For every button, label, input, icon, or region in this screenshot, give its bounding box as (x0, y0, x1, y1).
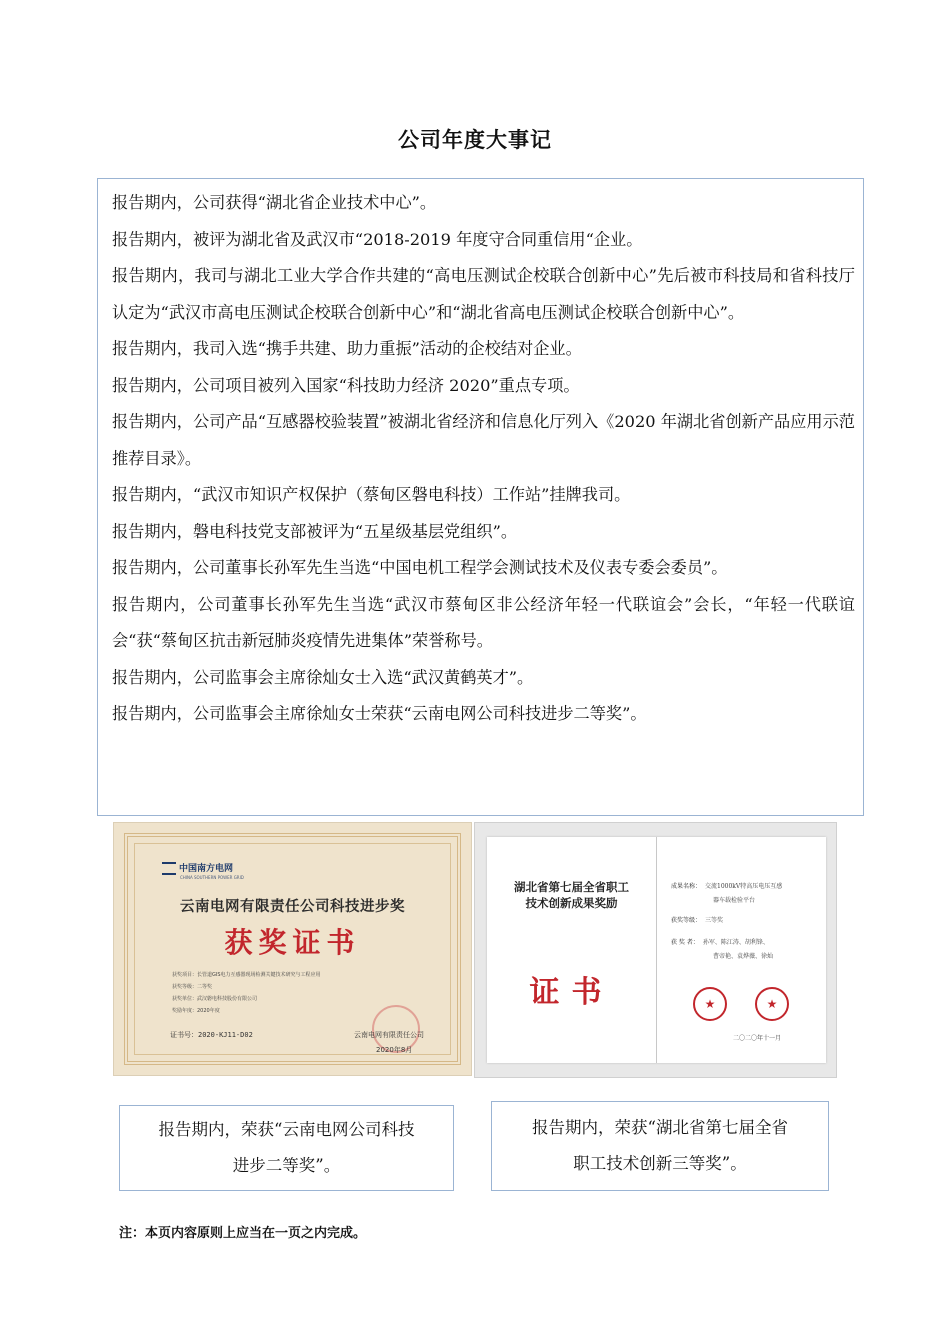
certificate-result-name (671, 881, 782, 890)
certificate-heading-line1: 湖北省第七届全省职工 (514, 880, 629, 894)
certificate-number: 证书号：2020-KJ11-D02 (170, 1031, 253, 1039)
certificate-image-yunnan (113, 822, 472, 1076)
certificate-heading (487, 879, 656, 911)
winners-label: 获 奖 者： (671, 939, 699, 946)
certificate-winners (671, 937, 769, 946)
winners-value-cont: 曹帝艳、袁烨薇、徐灿 (713, 953, 774, 960)
event-item: 报告期内，公司监事会主席徐灿女士入选“武汉黄鹤英才”。 (112, 667, 534, 687)
certificate-result-name-cont (709, 895, 755, 904)
caption-left (119, 1105, 454, 1191)
certificate-fold (656, 837, 657, 1063)
caption-right-line1: 报告期内，荣获“湖北省第七届全省 (532, 1118, 788, 1137)
result-label: 成果名称： (671, 883, 702, 890)
event-item: 报告期内，我司入选“携手共建、助力重振”活动的企校结对企业。 (112, 339, 582, 358)
certificate-heading: 云南电网有限责任公司科技进步奖 (180, 898, 405, 915)
certificate-image-hubei (474, 822, 837, 1078)
certificate-winners-cont (709, 951, 773, 960)
certificate-heading-line2: 技术创新成果奖励 (525, 896, 618, 910)
event-item: 报告期内，公司董事长孙军先生当选“武汉市蔡甸区非公经济年轻一代联谊会”会长，“年轻一代联谊会“获“蔡甸区抗击新冠肺炎疫情先进集体”荣誉称号。 (112, 594, 855, 650)
certificate-big-title: 证书 (529, 975, 614, 1010)
event-item: 报告期内，磐电科技党支部被评为“五星级基层党组织”。 (112, 521, 518, 541)
result-value: 交流1000kV特高压电压互感 (705, 883, 783, 890)
certificate-project: 获奖项目：长管道GIS电力互感器现场检测关键技术研究与工程应用 (172, 972, 321, 978)
level-value: 三等奖 (705, 917, 724, 924)
certificate-date: 二〇二〇年十一月 (732, 1035, 781, 1042)
certificate-big-title: 获奖证书 (224, 926, 361, 959)
caption-left-line1: 报告期内，荣获“云南电网公司科技 (158, 1120, 415, 1139)
certificate-date: 2020年8月 (376, 1046, 413, 1054)
event-item: 报告期内，公司产品“互感器校验装置”被湖北省经济和信息化厅列入《2020 年湖北省创新产品应用示范推荐目录》。 (112, 412, 855, 468)
caption-right-line2: 职工技术创新三等奖”。 (573, 1154, 747, 1173)
caption-left-line2: 进步二等奖”。 (232, 1156, 341, 1175)
page-title: 公司年度大事记 (398, 128, 552, 152)
event-item: 报告期内，我司与湖北工业大学合作共建的“高电压测试企校联合创新中心”先后被市科技局和省科技厅认定为“武汉市高电压测试企校联合创新中心”和“湖北省高电压测试企校联合创新中心”。 (112, 266, 855, 322)
event-item: 报告期内，被评为湖北省及武汉市“2018-2019 年度守合同重信用“企业。 (112, 229, 643, 249)
certificate-unit: 获奖单位：武汉磐电科技股份有限公司 (172, 996, 258, 1002)
winners-value: 孙军、陈江涛、胡利锋、 (702, 939, 769, 946)
csg-logo-subtext: CHINA SOUTHERN POWER GRID (180, 875, 244, 880)
csg-logo (162, 861, 244, 880)
events-box (97, 178, 864, 816)
certificate-year: 奖励年度：2020年度 (172, 1008, 220, 1014)
event-item: 报告期内，“武汉市知识产权保护（蔡甸区磐电科技）工作站”挂牌我司。 (112, 485, 631, 504)
certificate-award-level (671, 915, 723, 924)
certificate-sheet (487, 837, 826, 1063)
certificate-level: 获奖等级：二等奖 (172, 984, 213, 990)
event-item: 报告期内，公司获得“湖北省企业技术中心”。 (112, 193, 437, 212)
level-label: 获奖等级： (671, 917, 702, 924)
caption-right (491, 1101, 829, 1191)
csg-logo-text: 中国南方电网 (179, 864, 234, 874)
result-value-cont: 器车载检验平台 (713, 897, 756, 904)
seal-icon: ★ (755, 987, 789, 1021)
event-item: 报告期内，公司董事长孙军先生当选“中国电机工程学会测试技术及仪表专委会委员”。 (112, 558, 728, 577)
certificate-issuer: 云南电网有限责任公司 (354, 1031, 424, 1039)
event-item: 报告期内，公司监事会主席徐灿女士荣获“云南电网公司科技进步二等奖”。 (112, 704, 647, 723)
event-item: 报告期内，公司项目被列入国家“科技助力经济 2020”重点专项。 (112, 375, 580, 395)
seal-icon: ★ (693, 987, 727, 1021)
csg-logo-icon (162, 862, 176, 875)
footer-note: 注：本页内容原则上应当在一页之内完成。 (119, 1226, 367, 1241)
